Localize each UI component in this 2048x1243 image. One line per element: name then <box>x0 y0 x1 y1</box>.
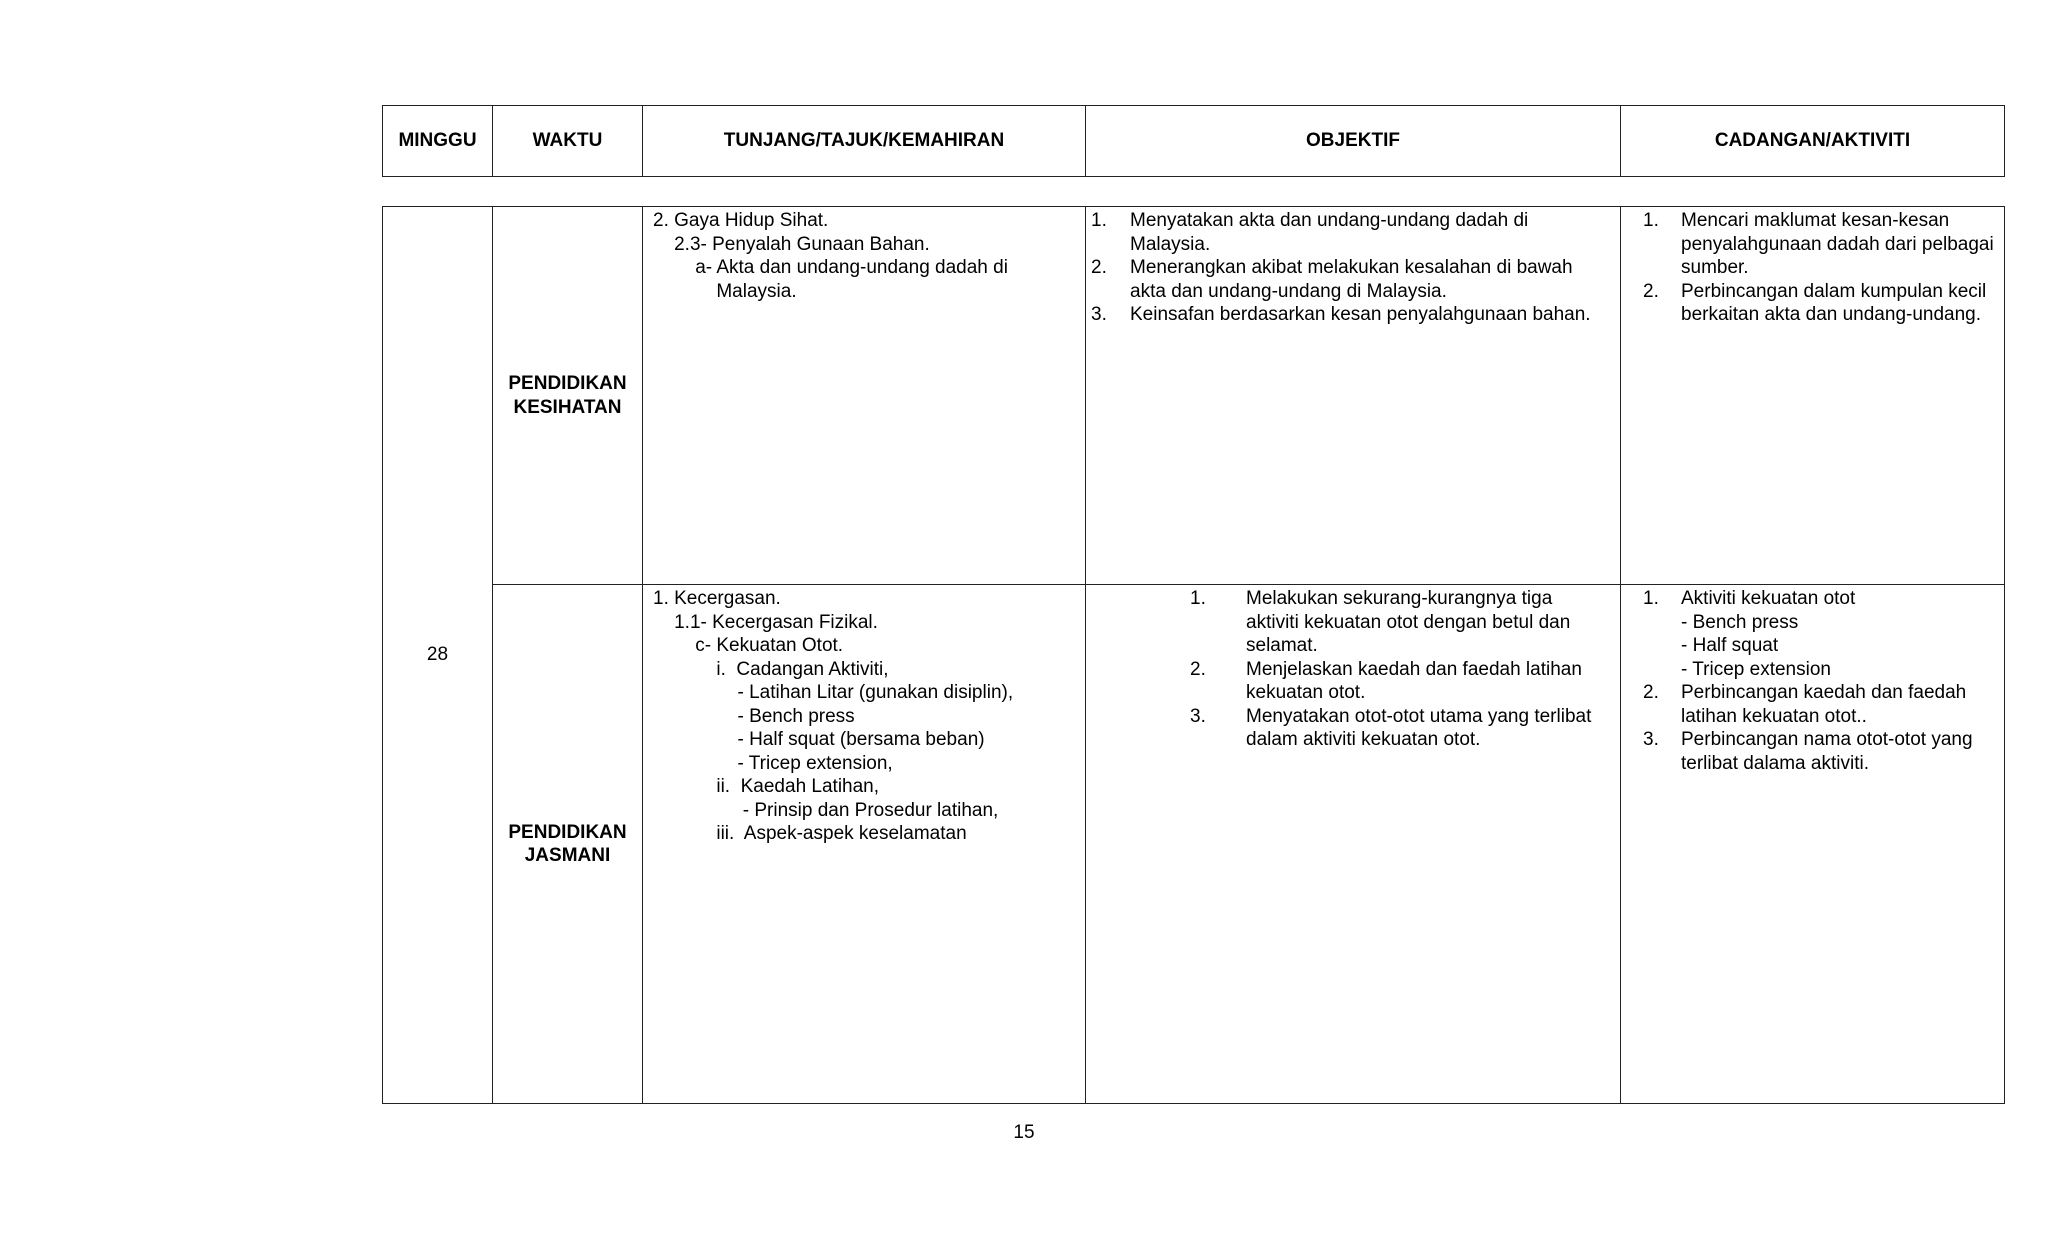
list-item <box>1190 658 1610 705</box>
objektif-list <box>1186 587 1610 752</box>
table-row-jasmani <box>493 585 2004 1103</box>
tunjang-line: - Bench press <box>653 705 855 727</box>
item-text: Menyatakan akta dan undang-undang dadah di Malaysia. <box>1130 210 1529 255</box>
item-number: 2. <box>1190 658 1206 680</box>
tunjang-line: Malaysia. <box>653 280 797 302</box>
tunjang-line: ii. Kaedah Latihan, <box>653 776 880 797</box>
header-objektif: OBJEKTIF <box>1086 106 1621 176</box>
table-row-kesihatan <box>493 207 2004 585</box>
list-item <box>1643 209 1994 280</box>
waktu-line: JASMANI <box>524 845 611 866</box>
tunjang-line: iii. Aspek-aspek keselamatan <box>653 823 967 844</box>
item-number: 2. <box>1643 682 1659 703</box>
item-number: 3. <box>1190 705 1206 727</box>
list-item <box>1091 256 1610 303</box>
cadangan-list <box>1643 587 1994 775</box>
cadangan-list <box>1643 209 1994 327</box>
header-waktu: WAKTU <box>493 106 643 176</box>
tunjang-line: a- Akta dan undang-undang dadah di <box>653 257 1008 278</box>
tunjang-line: - Half squat (bersama beban) <box>653 729 985 750</box>
sub-item: - Tricep extension <box>1681 658 1831 680</box>
item-text: Perbincangan dalam kumpulan kecil berkaitan akta dan undang-undang. <box>1681 280 1987 325</box>
header-tunjang: TUNJANG/TAJUK/KEMAHIRAN <box>643 106 1086 176</box>
item-text: Menerangkan akibat melakukan kesalahan di bawah akta dan undang-undang di Malaysia. <box>1130 257 1573 302</box>
item-number: 3. <box>1091 304 1107 325</box>
sub-item: - Bench press <box>1681 611 1799 633</box>
item-text: Keinsafan berdasarkan kesan penyalahgunaan bahan. <box>1130 304 1591 325</box>
item-text: Menyatakan otot-otot utama yang terlibat dalam aktiviti kekuatan otot. <box>1246 705 1592 750</box>
item-text: Melakukan sekurang-kurangnya tiga aktiviti kekuatan otot dengan betul dan selamat. <box>1246 588 1571 656</box>
tunjang-line: - Prinsip dan Prosedur latihan, <box>653 799 999 821</box>
page-number: 15 <box>1013 1122 1035 1143</box>
item-number: 1. <box>1091 210 1107 231</box>
list-item <box>1190 705 1610 752</box>
cadangan-cell <box>1621 585 2004 1103</box>
item-number: 1. <box>1643 588 1659 609</box>
sub-item: - Half squat <box>1681 635 1779 656</box>
tunjang-line: c- Kekuatan Otot. <box>653 635 844 656</box>
item-number: 1. <box>1190 588 1206 609</box>
table-header <box>382 105 2005 177</box>
tunjang-cell <box>643 585 1086 1103</box>
item-number: 1. <box>1643 210 1659 231</box>
objektif-cell <box>1086 207 1621 584</box>
list-item <box>1643 587 1994 681</box>
item-number: 2. <box>1091 257 1107 278</box>
list-item <box>1643 681 1994 728</box>
item-text: Aktiviti kekuatan otot <box>1681 588 1856 609</box>
tunjang-line: - Latihan Litar (gunakan disiplin), <box>653 682 1014 703</box>
tunjang-line: i. Cadangan Aktiviti, <box>653 658 889 680</box>
tunjang-line: 2.3- Penyalah Gunaan Bahan. <box>653 233 930 255</box>
tunjang-line: - Tricep extension, <box>653 752 893 774</box>
list-item <box>1643 728 1994 775</box>
item-number: 3. <box>1643 729 1659 750</box>
minggu-cell: 28 <box>383 207 493 1103</box>
waktu-cell <box>493 207 643 584</box>
header-cadangan: CADANGAN/AKTIVITI <box>1714 130 1911 151</box>
item-text: Perbincangan nama otot-otot yang terlibat dalama aktiviti. <box>1681 729 1973 774</box>
item-number: 2. <box>1643 280 1659 302</box>
list-item <box>1643 280 1994 327</box>
objektif-cell <box>1086 585 1621 1103</box>
tunjang-line: 1.1- Kecergasan Fizikal. <box>653 611 878 633</box>
item-text: Perbincangan kaedah dan faedah latihan kekuatan otot.. <box>1681 682 1967 727</box>
tunjang-cell <box>643 207 1086 584</box>
list-item <box>1190 587 1610 658</box>
waktu-line: KESIHATAN <box>513 396 622 418</box>
item-text: Menjelaskan kaedah dan faedah latihan kekuatan otot. <box>1246 658 1582 703</box>
objektif-list <box>1091 209 1610 327</box>
tunjang-line: 1. Kecergasan. <box>653 588 781 609</box>
waktu-line: PENDIDIKAN <box>508 821 627 843</box>
list-item <box>1091 209 1610 256</box>
item-text: Mencari maklumat kesan-kesan penyalahgunaan dadah dari pelbagai sumber. <box>1681 210 1994 278</box>
header-minggu: MINGGU <box>383 106 493 176</box>
table-body <box>382 206 2005 1104</box>
list-item <box>1091 303 1610 327</box>
waktu-line: PENDIDIKAN <box>508 373 627 394</box>
cadangan-cell <box>1621 207 2004 584</box>
waktu-cell <box>493 585 643 1103</box>
tunjang-line: 2. Gaya Hidup Sihat. <box>653 210 829 231</box>
